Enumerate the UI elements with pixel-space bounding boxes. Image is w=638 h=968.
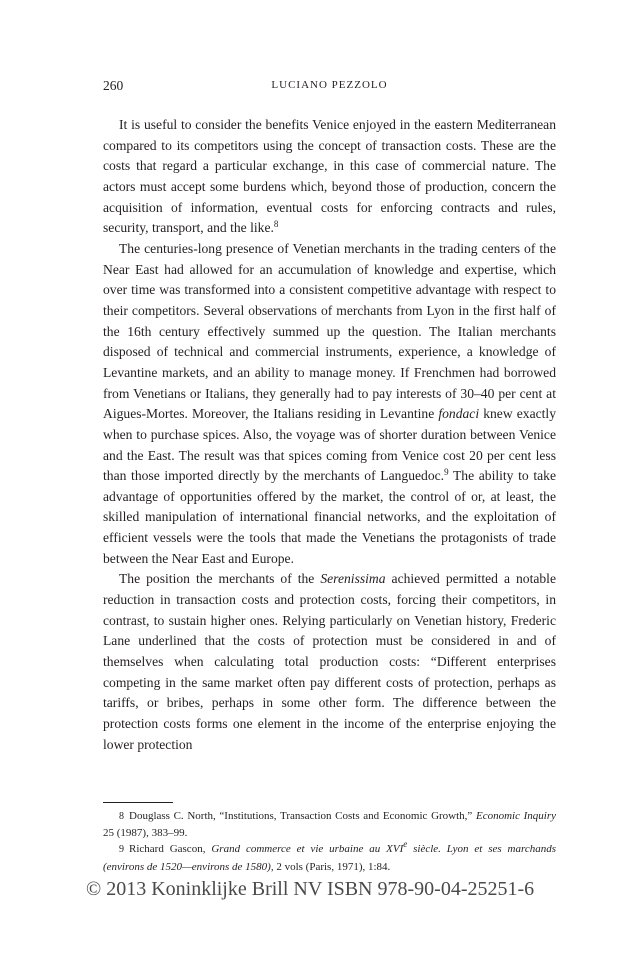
footnote-ref-8[interactable]: 8 [273,219,279,230]
paragraph-2: The centuries-long presence of Venetian merchants in the trading centers of the Near East had allowed for an accumulation of knowledge and expertise, which over time was transformed into a consistent competitive advantage with respect to their competitors. Several observations of merchants from Lyon in the first half of the 16th century effectively summed up the question. The Italian merchants disposed of technical and commercial instruments, experience, a knowledge of Levantine markets, and an ability to manage money. If Frenchmen had borrowed from Venetians or Italians, they generally had to pay interests of 30–40 per cent at Aigues-Mortes. Moreover, the Italians residing in Levantine fondaci knew exactly when to purchase spices. Also, the voyage was of shorter duration between Venice and the East. The result was that spices coming from Venice cost 20 per cent less than those imported directly by the merchants of Languedoc.$^9$ The ability to take advantage of opportunities offered by the market, the control of or, at least, the skilled manipulation of international financial networks, and the exploitation of efficient vessels were the tools that made the Venetians the protagonists of trade between the Near East and Europe. [103,240,556,566]
page-number: 260 [103,78,124,93]
italic-term: Serenissima [320,571,386,587]
italic-term: fondaci [438,406,480,422]
footnote-9: 9 Richard Gascon, Grand commerce et vie urbaine au XVIe siècle. Lyon et ses marchands (environs de 1520—environs de 1580), 2 vols (Paris, 1971), 1:84. [103,839,556,873]
page-header [103,78,556,96]
paragraph-3: The position the merchants of the Serenissima achieved permitted a notable reduction in transaction costs and protection costs, forcing their competitors, in contrast, to sustain higher ones. Relying particularly on Venetian history, Frederic Lane underlined that the costs of protection must be considered in and of themselves when calculating total production costs: “Different enterprises competing in the same market often pay different costs of protection, perhaps as tariffs, or bribes, perhaps in some other form. The difference between the protection costs forms one element in the income of the enterprise enjoying the lower protection [103,571,556,752]
paragraph-1: It is useful to consider the benefits Venice enjoyed in the eastern Mediterranean compared to its competitors using the concept of transaction costs. These are the costs that regard a particular exchange, in this case of commercial nature. The actors must accept some burdens which, beyond those of production, concern the acquisition of information, eventual costs for enforcing contracts and rules, security, transport, and the like.$^8$ [103,117,556,236]
footnote-8: 8 Douglass C. North, “Institutions, Transaction Costs and Economic Growth,” Economic Inquiry 25 (1987), 383–99. [103,810,557,840]
body-text [103,115,556,755]
footnotes [103,808,556,875]
running-head: LUCIANO PEZZOLO [271,79,388,91]
footnote-ref-9[interactable]: 9 [444,467,449,478]
footnote-divider [103,802,173,803]
copyright-notice: © 2013 Koninklijke Brill NV ISBN 978-90-04-25251-6 [86,878,535,900]
